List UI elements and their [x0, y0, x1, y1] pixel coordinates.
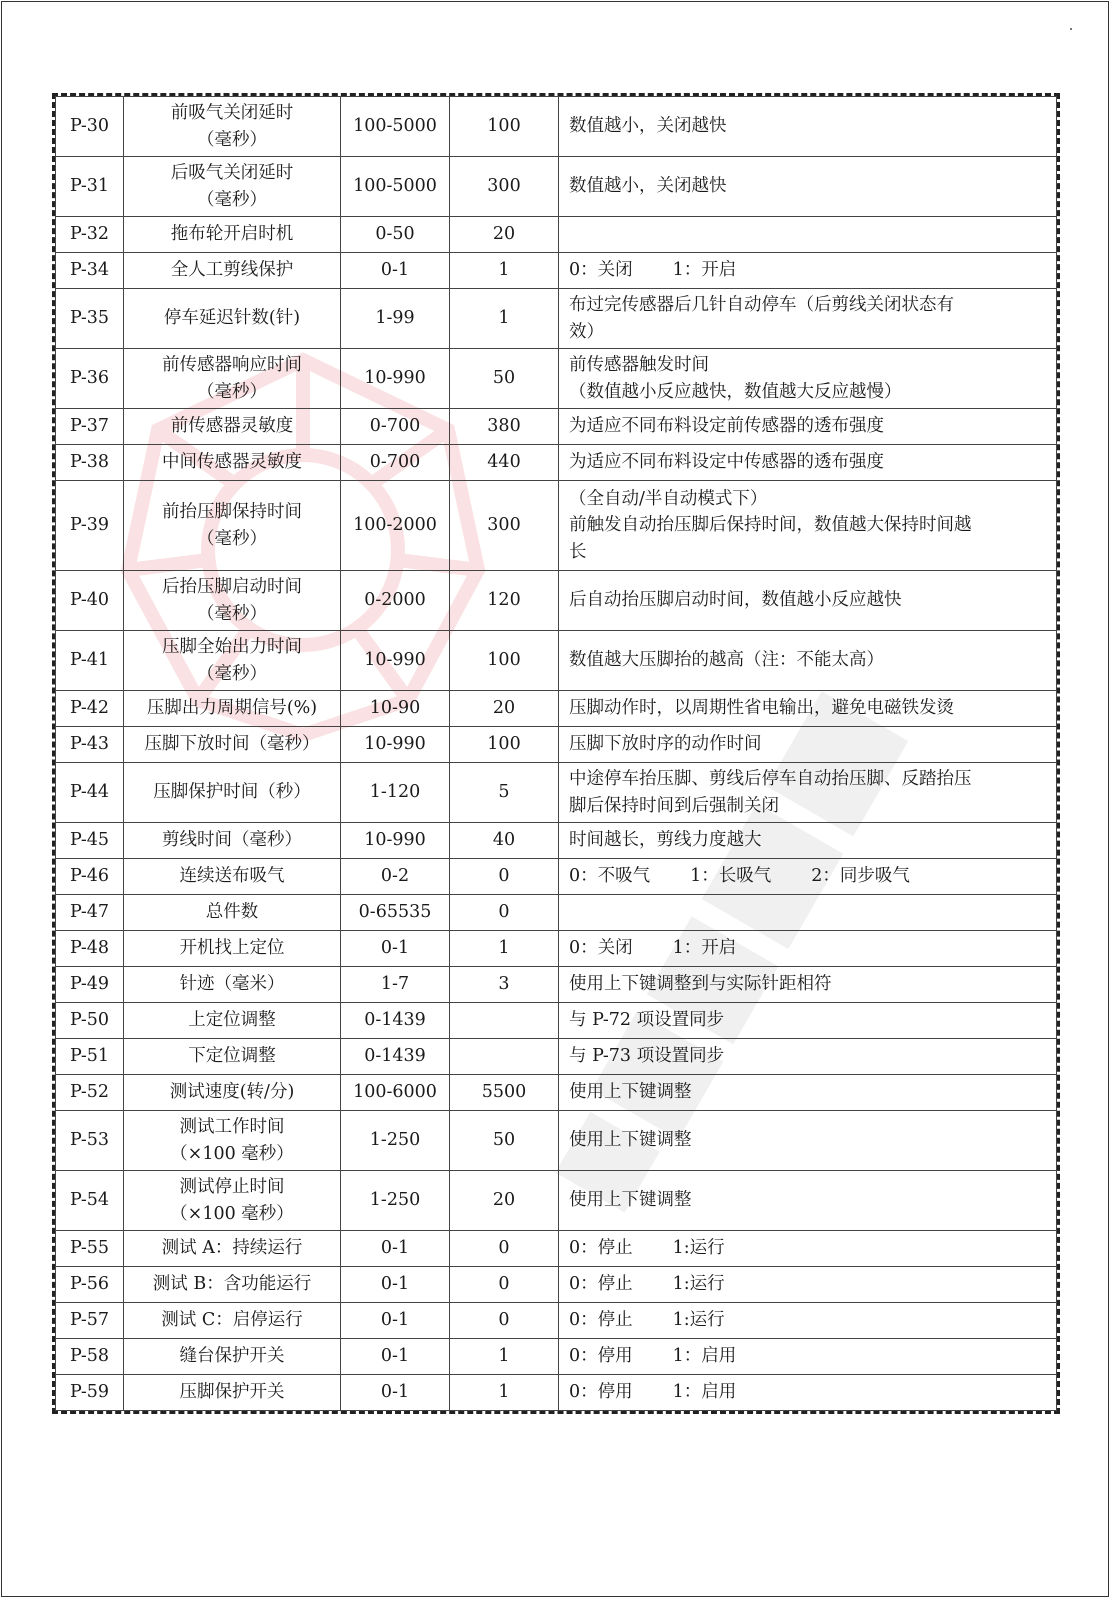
param-default-cell: 5 — [450, 763, 559, 823]
param-name-line: （毫秒） — [197, 603, 267, 624]
param-name-line: 压脚下放时间（毫秒） — [144, 734, 320, 755]
table-row — [56, 1111, 1057, 1171]
param-default-cell: 0 — [450, 1303, 559, 1339]
param-name-line: 拖布轮开启时机 — [170, 224, 294, 245]
param-name-line: 测试工作时间 — [179, 1117, 285, 1138]
param-desc-line: 0：停用 — [569, 1382, 633, 1403]
param-name-line: 压脚全始出力时间 — [162, 637, 302, 658]
param-range-cell: 0-1 — [341, 931, 450, 967]
param-range-cell: 10-90 — [341, 691, 450, 727]
param-range-cell: 100-6000 — [341, 1075, 450, 1111]
param-desc-cell — [559, 1339, 1057, 1375]
param-desc-line: 前传感器触发时间 — [569, 355, 709, 376]
param-code-cell: P-55 — [56, 1231, 124, 1267]
param-default-cell: 20 — [450, 217, 559, 253]
param-desc-cell — [559, 1039, 1057, 1075]
param-desc-cell — [559, 571, 1057, 631]
param-name-cell — [124, 691, 341, 727]
param-desc-line: 数值越小，关闭越快 — [569, 176, 727, 197]
param-default-cell — [450, 1003, 559, 1039]
param-default-cell: 1 — [450, 1339, 559, 1375]
table-row — [56, 859, 1057, 895]
param-range-cell: 100-5000 — [341, 97, 450, 157]
param-desc-cell — [559, 1303, 1057, 1339]
param-name-cell — [124, 967, 341, 1003]
param-desc-line: 1：长吸气 — [690, 866, 772, 887]
param-default-cell: 20 — [450, 1171, 559, 1231]
param-name-cell — [124, 1339, 341, 1375]
param-default-cell: 380 — [450, 409, 559, 445]
param-name-line: 全人工剪线保护 — [170, 260, 294, 281]
param-range-cell: 0-2 — [341, 859, 450, 895]
param-name-cell — [124, 349, 341, 409]
param-desc-line: 长 — [569, 541, 587, 562]
param-desc-cell — [559, 895, 1057, 931]
param-desc-line: 使用上下键调整 — [569, 1082, 692, 1103]
param-default-cell: 1 — [450, 1375, 559, 1411]
param-desc-line: 0：停止 — [569, 1310, 633, 1331]
param-name-cell — [124, 763, 341, 823]
table-row — [56, 481, 1057, 571]
param-name-line: （毫秒） — [197, 129, 267, 150]
param-desc-line: （数值越小反应越快，数值越大反应越慢） — [569, 381, 902, 402]
param-range-cell: 0-1 — [341, 1375, 450, 1411]
param-code-cell: P-51 — [56, 1039, 124, 1075]
param-default-cell: 3 — [450, 967, 559, 1003]
param-desc-line: 0：关闭 — [569, 938, 633, 959]
param-name-cell — [124, 253, 341, 289]
param-range-cell: 1-250 — [341, 1171, 450, 1231]
param-desc-line: 时间越长，剪线力度越大 — [569, 830, 762, 851]
param-desc-line: 效） — [569, 321, 604, 342]
table-row — [56, 571, 1057, 631]
param-default-cell: 20 — [450, 691, 559, 727]
param-range-cell: 1-120 — [341, 763, 450, 823]
param-desc-cell — [559, 445, 1057, 481]
param-desc-line: 数值越小，关闭越快 — [569, 116, 727, 137]
param-desc-cell — [559, 157, 1057, 217]
table-row — [56, 1231, 1057, 1267]
param-range-cell: 10-990 — [341, 823, 450, 859]
table-row — [56, 253, 1057, 289]
param-default-cell: 440 — [450, 445, 559, 481]
param-desc-line: 使用上下键调整到与实际针距相符 — [569, 974, 832, 995]
table-row — [56, 1003, 1057, 1039]
param-name-line: 后抬压脚启动时间 — [162, 577, 302, 598]
param-code-cell: P-45 — [56, 823, 124, 859]
param-default-cell: 50 — [450, 1111, 559, 1171]
param-code-cell: P-31 — [56, 157, 124, 217]
param-desc-line: 使用上下键调整 — [569, 1130, 692, 1151]
param-default-cell: 40 — [450, 823, 559, 859]
param-desc-cell — [559, 1375, 1057, 1411]
param-name-cell — [124, 859, 341, 895]
param-desc-line: 布过完传感器后几针自动停车（后剪线关闭状态有 — [569, 295, 954, 316]
param-desc-line: 0：关闭 — [569, 260, 633, 281]
param-desc-line: 前触发自动抬压脚后保持时间，数值越大保持时间越 — [569, 515, 972, 536]
param-desc-line: 中途停车抬压脚、剪线后停车自动抬压脚、反踏抬压 — [569, 769, 972, 790]
param-desc-line: 压脚下放时序的动作时间 — [569, 734, 762, 755]
param-name-cell — [124, 217, 341, 253]
param-name-line: 中间传感器灵敏度 — [162, 452, 302, 473]
param-desc-cell — [559, 289, 1057, 349]
param-name-line: 压脚保护开关 — [179, 1382, 285, 1403]
param-code-cell: P-47 — [56, 895, 124, 931]
param-name-line: 后吸气关闭延时 — [170, 163, 294, 184]
param-desc-cell — [559, 967, 1057, 1003]
param-desc-cell — [559, 763, 1057, 823]
param-range-cell: 0-1 — [341, 1303, 450, 1339]
param-default-cell: 300 — [450, 481, 559, 571]
param-desc-line: 与 P-73 项设置同步 — [569, 1046, 725, 1067]
param-name-cell — [124, 631, 341, 691]
corner-mark — [1070, 28, 1072, 30]
param-name-line: 前传感器响应时间 — [162, 355, 302, 376]
param-desc-line: 与 P-72 项设置同步 — [569, 1010, 725, 1031]
param-range-cell: 1-99 — [341, 289, 450, 349]
param-name-line: 前传感器灵敏度 — [170, 416, 294, 437]
param-desc-cell — [559, 409, 1057, 445]
table-row — [56, 1339, 1057, 1375]
param-desc-cell — [559, 931, 1057, 967]
param-name-line: 前吸气关闭延时 — [170, 103, 294, 124]
param-code-cell: P-37 — [56, 409, 124, 445]
param-range-cell: 0-1439 — [341, 1039, 450, 1075]
param-name-line: （×100 毫秒） — [170, 1203, 294, 1224]
param-name-cell — [124, 1231, 341, 1267]
table-row — [56, 823, 1057, 859]
param-name-line: （毫秒） — [197, 381, 267, 402]
param-desc-cell — [559, 349, 1057, 409]
param-desc-cell — [559, 1003, 1057, 1039]
param-desc-line: 0：停止 — [569, 1274, 633, 1295]
param-desc-cell — [559, 631, 1057, 691]
param-desc-line: 1:运行 — [672, 1238, 725, 1259]
param-desc-line: 1:运行 — [672, 1274, 725, 1295]
param-code-cell: P-34 — [56, 253, 124, 289]
param-name-cell — [124, 1075, 341, 1111]
table-row — [56, 349, 1057, 409]
param-desc-line: 1:运行 — [672, 1310, 725, 1331]
param-code-cell: P-46 — [56, 859, 124, 895]
param-code-cell: P-50 — [56, 1003, 124, 1039]
param-name-line: 上定位调整 — [188, 1010, 276, 1031]
param-range-cell: 0-1 — [341, 1267, 450, 1303]
param-range-cell: 1-250 — [341, 1111, 450, 1171]
param-name-cell — [124, 1303, 341, 1339]
param-desc-line: 后自动抬压脚启动时间，数值越小反应越快 — [569, 590, 902, 611]
parameter-table-body — [56, 97, 1057, 1411]
param-name-line: 下定位调整 — [188, 1046, 276, 1067]
param-name-line: 连续送布吸气 — [179, 866, 285, 887]
param-name-line: 前抬压脚保持时间 — [162, 502, 302, 523]
table-row — [56, 967, 1057, 1003]
param-desc-line: 为适应不同布料设定前传感器的透布强度 — [569, 416, 884, 437]
param-desc-line: （全自动/半自动模式下） — [569, 489, 768, 510]
param-desc-line: 1：启用 — [672, 1346, 737, 1367]
param-name-cell — [124, 1375, 341, 1411]
param-desc-line: 数值越大压脚抬的越高（注：不能太高） — [569, 650, 884, 671]
param-desc-line: 1：开启 — [672, 938, 737, 959]
param-default-cell: 5500 — [450, 1075, 559, 1111]
param-code-cell: P-30 — [56, 97, 124, 157]
param-code-cell: P-41 — [56, 631, 124, 691]
parameter-table-frame — [52, 93, 1060, 1414]
param-code-cell: P-59 — [56, 1375, 124, 1411]
param-name-cell — [124, 1111, 341, 1171]
param-name-cell — [124, 481, 341, 571]
table-row — [56, 1267, 1057, 1303]
param-range-cell: 100-5000 — [341, 157, 450, 217]
param-name-line: 缝台保护开关 — [179, 1346, 285, 1367]
table-row — [56, 217, 1057, 253]
param-range-cell: 10-990 — [341, 349, 450, 409]
param-range-cell: 0-2000 — [341, 571, 450, 631]
param-default-cell: 0 — [450, 1267, 559, 1303]
param-range-cell: 0-700 — [341, 445, 450, 481]
param-default-cell: 0 — [450, 895, 559, 931]
param-code-cell: P-44 — [56, 763, 124, 823]
param-name-cell — [124, 289, 341, 349]
table-row — [56, 631, 1057, 691]
param-default-cell: 100 — [450, 97, 559, 157]
param-default-cell: 0 — [450, 1231, 559, 1267]
param-desc-line: 0：停止 — [569, 1238, 633, 1259]
table-row — [56, 157, 1057, 217]
param-desc-cell — [559, 253, 1057, 289]
param-desc-cell — [559, 481, 1057, 571]
param-desc-cell — [559, 1267, 1057, 1303]
param-range-cell: 100-2000 — [341, 481, 450, 571]
param-desc-cell — [559, 1111, 1057, 1171]
param-code-cell: P-56 — [56, 1267, 124, 1303]
param-desc-line: 0：不吸气 — [569, 866, 651, 887]
param-name-cell — [124, 571, 341, 631]
param-name-cell — [124, 1267, 341, 1303]
param-desc-cell — [559, 97, 1057, 157]
param-code-cell: P-58 — [56, 1339, 124, 1375]
param-desc-cell — [559, 217, 1057, 253]
param-name-line: 针迹（毫米） — [179, 974, 285, 995]
table-row — [56, 691, 1057, 727]
param-code-cell: P-52 — [56, 1075, 124, 1111]
param-range-cell: 0-1439 — [341, 1003, 450, 1039]
param-range-cell: 0-50 — [341, 217, 450, 253]
param-default-cell: 1 — [450, 289, 559, 349]
param-name-line: （毫秒） — [197, 528, 267, 549]
param-code-cell: P-39 — [56, 481, 124, 571]
param-name-cell — [124, 1003, 341, 1039]
param-name-line: （毫秒） — [197, 189, 267, 210]
param-desc-line: 0：停用 — [569, 1346, 633, 1367]
param-name-cell — [124, 931, 341, 967]
param-desc-line: 为适应不同布料设定中传感器的透布强度 — [569, 452, 884, 473]
param-desc-cell — [559, 1231, 1057, 1267]
param-code-cell: P-49 — [56, 967, 124, 1003]
param-desc-cell — [559, 823, 1057, 859]
param-code-cell: P-32 — [56, 217, 124, 253]
param-code-cell: P-42 — [56, 691, 124, 727]
param-name-line: 剪线时间（毫秒） — [162, 830, 302, 851]
param-name-line: 停车延迟针数(针) — [163, 308, 301, 329]
param-name-cell — [124, 1171, 341, 1231]
param-desc-line: 1：启用 — [672, 1382, 737, 1403]
param-default-cell: 0 — [450, 859, 559, 895]
param-name-line: 压脚保护时间（秒） — [153, 782, 311, 803]
param-name-line: 开机找上定位 — [179, 938, 285, 959]
param-code-cell: P-48 — [56, 931, 124, 967]
param-range-cell: 0-65535 — [341, 895, 450, 931]
table-row — [56, 1075, 1057, 1111]
param-code-cell: P-54 — [56, 1171, 124, 1231]
table-row — [56, 931, 1057, 967]
table-row — [56, 1303, 1057, 1339]
param-default-cell: 1 — [450, 931, 559, 967]
param-desc-cell — [559, 727, 1057, 763]
param-range-cell: 0-1 — [341, 1339, 450, 1375]
param-desc-line: 压脚动作时，以周期性省电输出，避免电磁铁发烫 — [569, 698, 954, 719]
param-desc-line: 使用上下键调整 — [569, 1190, 692, 1211]
param-desc-cell — [559, 1171, 1057, 1231]
param-range-cell: 10-990 — [341, 631, 450, 691]
param-name-line: 测试 C：启停运行 — [161, 1310, 303, 1331]
param-range-cell: 10-990 — [341, 727, 450, 763]
table-row — [56, 289, 1057, 349]
param-name-line: 压脚出力周期信号(%) — [146, 698, 318, 719]
param-range-cell: 1-7 — [341, 967, 450, 1003]
param-range-cell: 0-1 — [341, 1231, 450, 1267]
table-row — [56, 1039, 1057, 1075]
param-code-cell: P-38 — [56, 445, 124, 481]
param-default-cell — [450, 1039, 559, 1075]
param-name-line: （毫秒） — [197, 663, 267, 684]
parameter-table — [55, 96, 1057, 1411]
table-row — [56, 895, 1057, 931]
param-desc-line: 1：开启 — [672, 260, 737, 281]
param-default-cell: 50 — [450, 349, 559, 409]
param-code-cell: P-40 — [56, 571, 124, 631]
table-row — [56, 409, 1057, 445]
param-name-cell — [124, 727, 341, 763]
param-range-cell: 0-1 — [341, 253, 450, 289]
param-name-cell — [124, 445, 341, 481]
param-name-cell — [124, 895, 341, 931]
param-code-cell: P-43 — [56, 727, 124, 763]
param-name-line: 测试速度(转/分) — [169, 1082, 295, 1103]
param-name-line: 测试 B：含功能运行 — [152, 1274, 312, 1295]
param-name-line: 总件数 — [205, 902, 259, 923]
param-desc-line: 2：同步吸气 — [811, 866, 910, 887]
table-row — [56, 1375, 1057, 1411]
param-code-cell: P-57 — [56, 1303, 124, 1339]
param-code-cell: P-35 — [56, 289, 124, 349]
param-default-cell: 100 — [450, 631, 559, 691]
param-name-cell — [124, 823, 341, 859]
param-desc-cell — [559, 691, 1057, 727]
param-code-cell: P-36 — [56, 349, 124, 409]
table-row — [56, 763, 1057, 823]
param-code-cell: P-53 — [56, 1111, 124, 1171]
param-name-cell — [124, 157, 341, 217]
param-default-cell: 1 — [450, 253, 559, 289]
param-default-cell: 120 — [450, 571, 559, 631]
table-row — [56, 445, 1057, 481]
param-desc-line: 脚后保持时间到后强制关闭 — [569, 795, 779, 816]
param-name-line: 测试 A：持续运行 — [161, 1238, 303, 1259]
param-name-cell — [124, 97, 341, 157]
param-name-line: 测试停止时间 — [179, 1177, 285, 1198]
table-row — [56, 1171, 1057, 1231]
table-row — [56, 727, 1057, 763]
param-range-cell: 0-700 — [341, 409, 450, 445]
table-row — [56, 97, 1057, 157]
param-name-cell — [124, 409, 341, 445]
param-desc-cell — [559, 859, 1057, 895]
param-name-cell — [124, 1039, 341, 1075]
param-name-line: （×100 毫秒） — [170, 1143, 294, 1164]
param-desc-cell — [559, 1075, 1057, 1111]
param-default-cell: 300 — [450, 157, 559, 217]
param-default-cell: 100 — [450, 727, 559, 763]
